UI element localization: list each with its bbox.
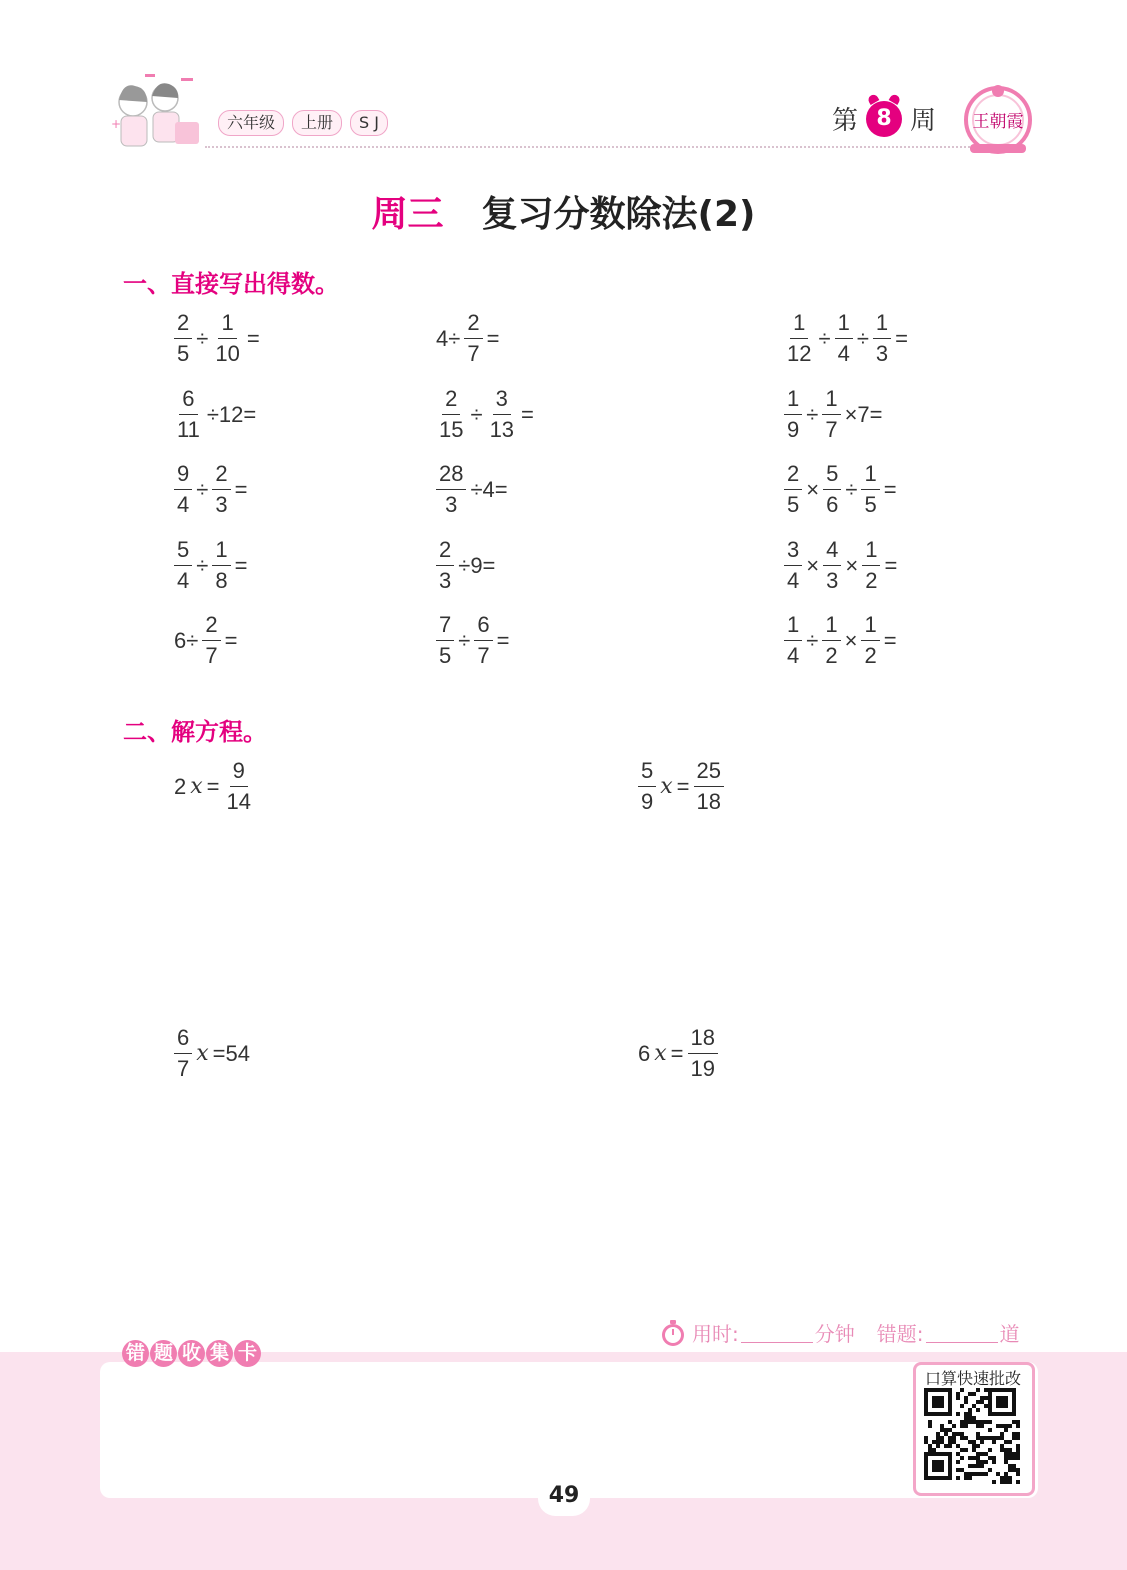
denominator: 2 (864, 643, 877, 668)
calc-problem (172, 310, 262, 367)
operator-text: ÷ (458, 627, 471, 653)
numerator: 4 (823, 537, 841, 566)
fraction (436, 537, 454, 594)
operator-text: 6÷ (174, 627, 199, 653)
operator-text: ÷ (806, 627, 819, 653)
numerator: 1 (873, 310, 891, 339)
calc-problem (782, 461, 899, 518)
denominator: 3 (445, 492, 458, 517)
denominator: 19 (690, 1056, 716, 1081)
numerator: 2 (436, 537, 454, 566)
denominator: 4 (177, 568, 190, 593)
denominator: 2 (865, 568, 878, 593)
card-title-char: 题 (150, 1340, 177, 1367)
numerator: 1 (861, 461, 879, 490)
numerator: 2 (784, 461, 802, 490)
operator-text: = (670, 1040, 684, 1066)
numerator: 1 (790, 310, 808, 339)
numerator: 6 (174, 1025, 192, 1054)
calc-problem (434, 537, 497, 594)
denominator: 12 (787, 341, 812, 366)
fraction (823, 461, 841, 518)
fraction (174, 537, 192, 594)
calc-problem (434, 386, 536, 443)
denominator: 6 (826, 492, 839, 517)
denominator: 4 (787, 643, 800, 668)
svg-text:+: + (111, 117, 122, 131)
operator-text: = (676, 773, 690, 799)
week-prefix: 第 (832, 106, 859, 136)
time-label: 用时: (692, 1322, 739, 1346)
operator-text: =54 (212, 1040, 250, 1066)
card-title (122, 1340, 261, 1367)
equation (636, 1025, 720, 1082)
operator-text: = (521, 401, 534, 427)
operator-text: = (884, 552, 898, 578)
section1-heading: 一、直接写出得数。 (123, 270, 339, 298)
svg-text:王朝霞: 王朝霞 (972, 112, 1024, 132)
fraction (823, 537, 841, 594)
denominator: 11 (177, 417, 200, 442)
operator-text: = (895, 325, 908, 351)
denominator: 14 (226, 789, 252, 814)
operator-text: ÷ (196, 476, 209, 502)
numerator: 1 (862, 537, 880, 566)
denominator: 15 (439, 417, 464, 442)
operator-text: ÷9= (458, 552, 496, 578)
fraction (474, 612, 492, 669)
operator-text: ÷ (806, 401, 819, 427)
operator-text: × (806, 552, 820, 578)
denominator: 4 (837, 341, 850, 366)
denominator: 13 (489, 417, 515, 442)
equation (636, 758, 726, 815)
denominator: 3 (439, 568, 452, 593)
calc-problem (172, 461, 249, 518)
numerator: 9 (174, 461, 192, 490)
fraction (822, 612, 840, 669)
operator-text: ÷ (856, 325, 869, 351)
denominator: 5 (787, 492, 800, 517)
brand-seal-logo (962, 82, 1034, 160)
numerator: 1 (784, 386, 802, 415)
fraction (436, 461, 466, 518)
page-number: 49 (538, 1476, 590, 1516)
operator-text: ÷ (818, 325, 831, 351)
numerator: 7 (436, 612, 454, 641)
fraction (212, 537, 230, 594)
qr-label: 口算快速批改 (924, 1369, 1021, 1388)
fraction (688, 1025, 718, 1082)
equation (172, 758, 256, 815)
equation (172, 1025, 252, 1082)
denominator: 4 (177, 492, 190, 517)
calc-problem (172, 386, 258, 443)
denominator: 10 (215, 341, 240, 366)
numerator: 28 (436, 461, 466, 490)
fraction (873, 310, 891, 367)
operator-text: × (844, 627, 858, 653)
card-title-char: 收 (178, 1340, 205, 1367)
operator-text: × (845, 552, 859, 578)
fraction (784, 461, 802, 518)
denominator: 2 (825, 643, 838, 668)
operator-text: = (486, 325, 500, 351)
fraction (487, 386, 517, 443)
operator-text: = (234, 476, 248, 502)
book-info-tags (218, 110, 388, 136)
operator-text: ×7= (844, 401, 883, 427)
variable: x (654, 1040, 667, 1066)
calc-problem (782, 537, 899, 594)
fraction (224, 758, 254, 815)
fraction (784, 310, 814, 367)
operator-text: ÷ (196, 552, 209, 578)
operator-text: ÷12= (206, 401, 257, 427)
denominator: 5 (439, 643, 452, 668)
grade-tag: 六年级 (218, 110, 284, 136)
time-unit: 分钟 (814, 1322, 855, 1346)
variable: x (196, 1040, 209, 1066)
denominator: 5 (177, 341, 190, 366)
page-title (0, 186, 1127, 237)
operator-text: ÷ (196, 325, 209, 351)
fraction (862, 537, 880, 594)
header-divider (205, 146, 970, 148)
denominator: 9 (641, 789, 654, 814)
qr-code[interactable] (924, 1388, 1020, 1484)
operator-text: ÷4= (470, 476, 508, 502)
numerator: 5 (823, 461, 841, 490)
variable: x (190, 773, 203, 799)
denominator: 8 (215, 568, 228, 593)
section2-heading: 二、解方程。 (123, 718, 267, 746)
denominator: 3 (215, 492, 228, 517)
card-title-char: 集 (206, 1340, 233, 1367)
week-number-clock-icon: 8 (866, 101, 902, 137)
denominator: 3 (875, 341, 889, 366)
numerator: 1 (218, 310, 236, 339)
denominator: 5 (864, 492, 877, 517)
fraction (202, 612, 220, 669)
card-title-char: 错 (122, 1340, 149, 1367)
edition-tag: S J (350, 110, 388, 136)
numerator: 2 (174, 310, 192, 339)
fraction (174, 1025, 192, 1082)
fraction (436, 386, 466, 443)
time-error-record (660, 1318, 1020, 1347)
fraction (212, 310, 242, 367)
card-title-char: 卡 (234, 1340, 261, 1367)
operator-text: = (883, 627, 897, 653)
fraction (694, 758, 724, 815)
denominator: 7 (825, 417, 838, 442)
calc-problem (782, 310, 910, 367)
fraction (784, 386, 802, 443)
fraction (464, 310, 482, 367)
fraction (784, 537, 802, 594)
denominator: 9 (787, 417, 800, 442)
operator-text: = (496, 627, 510, 653)
numerator: 1 (835, 310, 853, 339)
operator-text: = (206, 773, 220, 799)
operator-text: = (234, 552, 248, 578)
week-indicator (832, 100, 936, 137)
calc-problem (172, 612, 239, 669)
numerator: 5 (638, 758, 656, 787)
numerator: 6 (179, 386, 197, 415)
numerator: 1 (822, 386, 840, 415)
numerator: 25 (694, 758, 724, 787)
stopwatch-icon (660, 1319, 686, 1347)
week-suffix: 周 (910, 106, 937, 136)
numerator: 18 (688, 1025, 718, 1054)
numerator: 2 (212, 461, 230, 490)
operator-text: 2 (174, 773, 187, 799)
calc-problem (782, 612, 899, 669)
fraction (822, 386, 840, 443)
fraction (638, 758, 656, 815)
fraction (784, 612, 802, 669)
operator-text: = (246, 325, 260, 351)
numerator: 2 (202, 612, 220, 641)
denominator: 7 (467, 341, 480, 366)
numerator: 9 (230, 758, 248, 787)
numerator: 1 (784, 612, 802, 641)
calc-problem (434, 461, 510, 518)
fraction (174, 310, 192, 367)
denominator: 7 (177, 1056, 190, 1081)
numerator: 1 (822, 612, 840, 641)
errors-unit: 道 (999, 1322, 1020, 1346)
children-illustration (105, 72, 205, 158)
fraction (174, 386, 203, 443)
volume-tag: 上册 (292, 110, 342, 136)
fraction (861, 461, 879, 518)
operator-text: × (806, 476, 820, 502)
calc-problem (434, 310, 501, 367)
fraction (212, 461, 230, 518)
calc-problem (434, 612, 511, 669)
errors-blank[interactable] (926, 1322, 998, 1343)
numerator: 1 (861, 612, 879, 641)
calc-problem (782, 386, 885, 443)
numerator: 1 (212, 537, 230, 566)
denominator: 3 (826, 568, 839, 593)
operator-text: = (883, 476, 897, 502)
numerator: 2 (464, 310, 482, 339)
calc-problem (172, 537, 249, 594)
denominator: 4 (787, 568, 800, 593)
denominator: 7 (477, 643, 490, 668)
title-topic: 复习分数除法(2) (481, 194, 756, 235)
numerator: 3 (784, 537, 802, 566)
operator-text: 6 (638, 1040, 651, 1066)
denominator: 18 (696, 789, 722, 814)
operator-text: ÷ (470, 401, 483, 427)
numerator: 5 (174, 537, 192, 566)
fraction (861, 612, 879, 669)
variable: x (660, 773, 673, 799)
fraction (436, 612, 454, 669)
operator-text: = (224, 627, 238, 653)
denominator: 7 (205, 643, 218, 668)
operator-text: 4÷ (436, 325, 461, 351)
numerator: 6 (474, 612, 492, 641)
time-blank[interactable] (741, 1322, 813, 1343)
errors-label: 错题: (876, 1322, 924, 1346)
operator-text: ÷ (845, 476, 858, 502)
fraction (835, 310, 853, 367)
numerator: 3 (493, 386, 511, 415)
fraction (174, 461, 192, 518)
title-day: 周三 (371, 194, 444, 235)
numerator: 2 (442, 386, 460, 415)
